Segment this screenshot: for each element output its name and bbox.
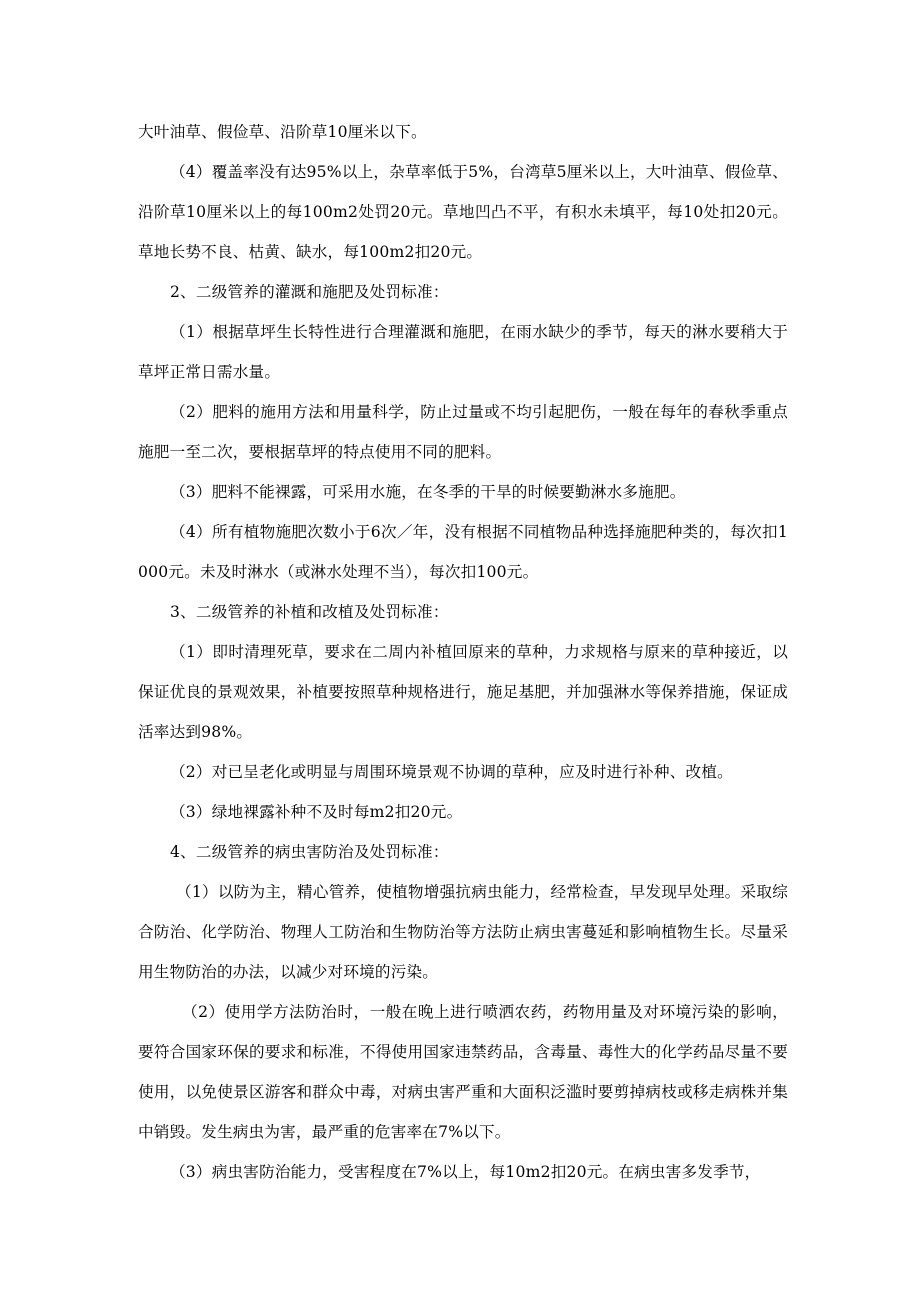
paragraph-continuation: 大叶油草、假俭草、沿阶草10厘米以下。 [138, 123, 427, 141]
paragraph-replanting-2: （2）对已呈老化或明显与周围环境景观不协调的草种，应及时进行补种、改植。 [170, 763, 733, 781]
paragraph-pest-3: （3）病虫害防治能力，受害程度在7%以上，每10m2扣20元。在病虫害多发季节， [170, 1163, 761, 1181]
paragraph-replanting-3: （3）绿地裸露补种不及时每m2扣20元。 [170, 803, 463, 821]
paragraph-irrigation-3: （3）肥料不能裸露，可采用水施，在冬季的干旱的时候要勤淋水多施肥。 [170, 483, 686, 501]
paragraph-irrigation-4: （4）所有植物施肥次数小于6次／年，没有根据不同植物品种选择施肥种类的，每次扣1000元。未及时淋水（或淋水处理不当），每次扣100元。 [138, 523, 788, 581]
section-heading-replanting: 3、二级管养的补植和改植及处罚标准： [170, 603, 449, 621]
paragraph-pest-1: （1）以防为主，精心管养，使植物增强抗病虫能力，经常检查，早发现早处理。采取综合防治、化学防治、物理人工防治和生物防治等方法防止病虫害蔓延和影响植物生长。尽量采用生物防治的办法，以减少对环境的污染。 [138, 883, 788, 981]
paragraph-item-4-coverage: （4）覆盖率没有达95%以上，杂草率低于5%，台湾草5厘米以上，大叶油草、假俭草、沿阶草10厘米以上的每100m2处罚20元。草地凹凸不平，有积水未填平，每10处扣20元。草地长势不良、枯黄、缺水，每100m2扣20元。 [138, 163, 788, 261]
paragraph-irrigation-1: （1）根据草坪生长特性进行合理灌溉和施肥，在雨水缺少的季节，每天的淋水要稍大于草坪正常日需水量。 [138, 323, 788, 381]
paragraph-irrigation-2: （2）肥料的施用方法和用量科学，防止过量或不均引起肥伤，一般在每年的春秋季重点施肥一至二次，要根据草坪的特点使用不同的肥料。 [138, 403, 788, 461]
section-heading-pest-control: 4、二级管养的病虫害防治及处罚标准： [170, 843, 449, 861]
paragraph-replanting-1: （1）即时清理死草，要求在二周内补植回原来的草种，力求规格与原来的草种接近，以保证优良的景观效果，补植要按照草种规格进行，施足基肥，并加强淋水等保养措施，保证成活率达到98%。 [138, 643, 788, 741]
document-body [138, 112, 788, 1192]
paragraph-pest-2: （2）使用学方法防治时，一般在晚上进行喷洒农药，药物用量及对环境污染的影响，要符合国家环保的要求和标准，不得使用国家违禁药品，含毒量、毒性大的化学药品尽量不要使用，以免使景区游客和群众中毒，对病虫害严重和大面积泛滥时要剪掉病枝或移走病株并集中销毁。发生病虫为害，最严重的危害率在7%以下。 [138, 1003, 788, 1141]
section-heading-irrigation: 2、二级管养的灌溉和施肥及处罚标准： [170, 283, 449, 301]
